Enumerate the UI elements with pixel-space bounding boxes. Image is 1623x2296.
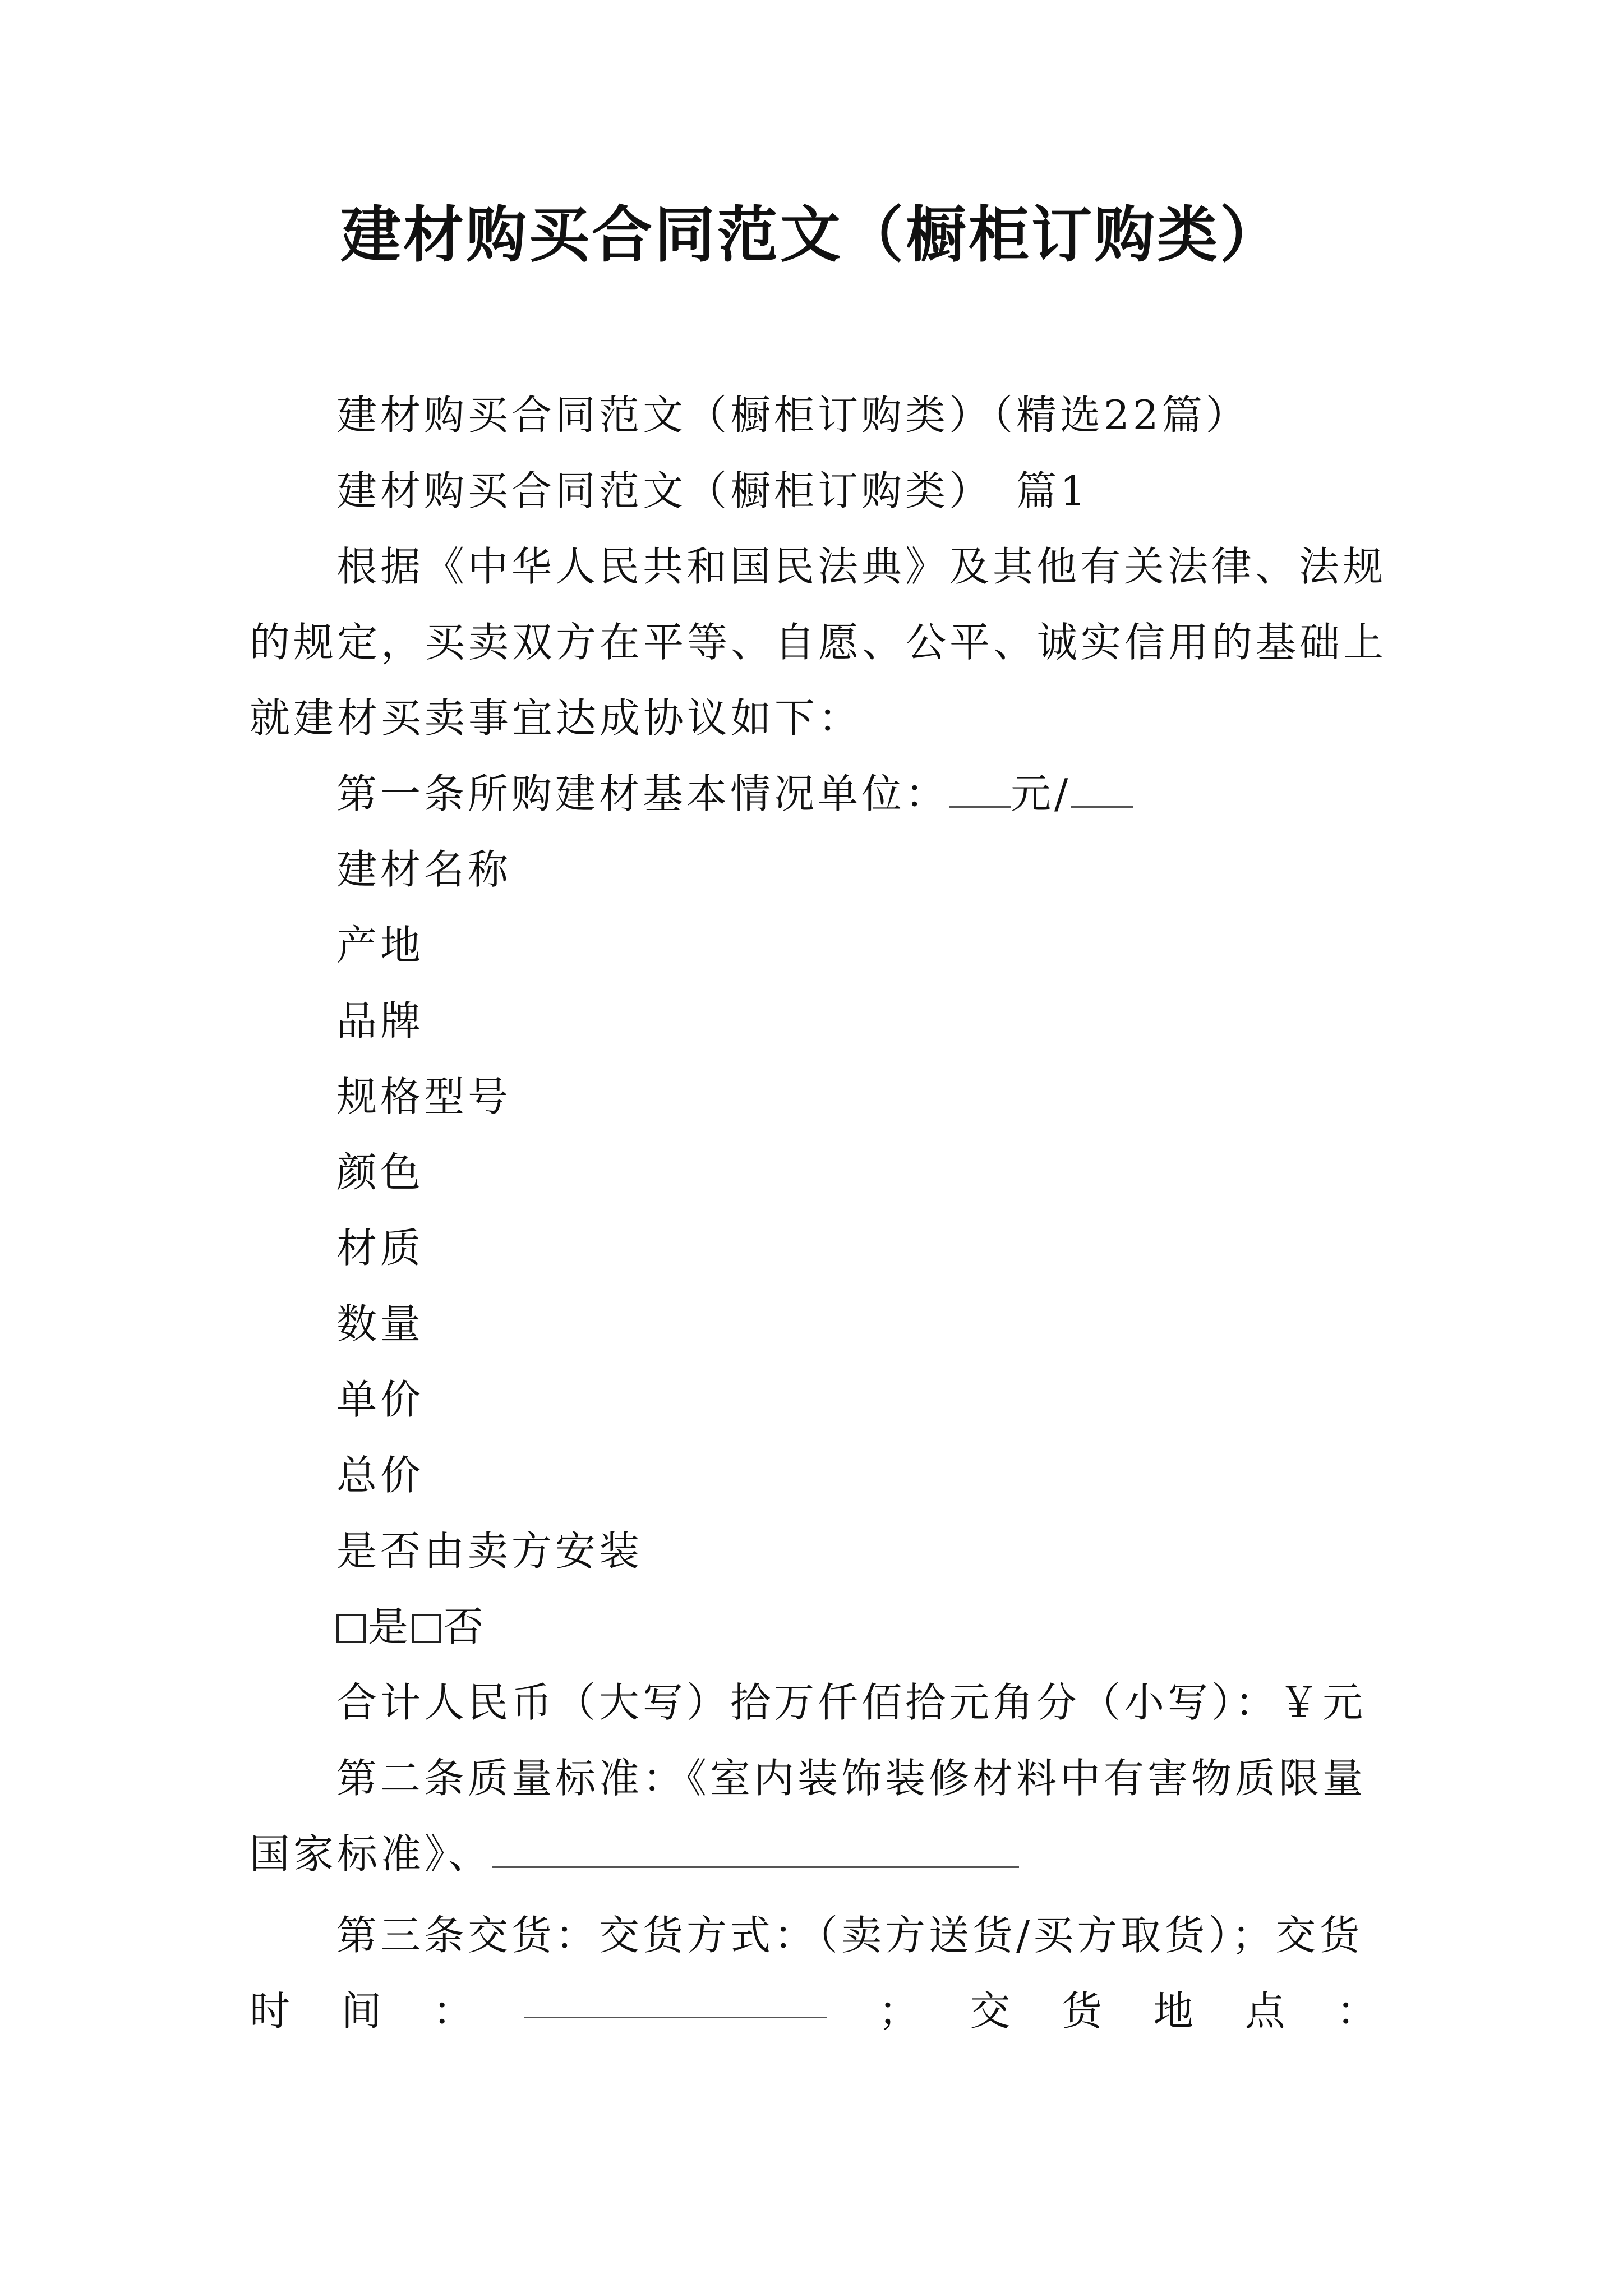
subtitle: 建材购买合同范文（橱柜订购类）（精选22篇） [336,392,1249,439]
intro-line-3: 就建材买卖事宜达成协议如下： [250,694,863,742]
article-3-line-2 [250,1983,1377,2039]
char: 时 [250,1987,291,2035]
checkbox-yes-icon[interactable] [336,1614,366,1643]
article-3-line-1: 第三条交货：交货方式：（卖方送货/买方取货）；交货 [336,1912,1363,1959]
char: 地 [1153,1987,1194,2035]
intro-line-2: 的规定，买卖双方在平等、自愿、公平、诚实信用的基础上 [250,619,1387,666]
blank-field [524,1983,827,2018]
checkbox-no-icon[interactable] [412,1614,441,1643]
field-install: 是否由卖方安装 [336,1527,643,1575]
char: 点 [1244,1987,1285,2035]
char: 交 [970,1987,1011,2035]
char: ： [432,1987,473,2035]
field-quantity: 数量 [336,1300,425,1347]
blank-field [949,772,1011,808]
field-brand: 品牌 [336,997,425,1045]
field-spec: 规格型号 [336,1073,512,1120]
field-total-price: 总价 [336,1452,425,1499]
option-no-label: 否 [443,1603,487,1650]
field-unit-price: 单价 [336,1376,425,1423]
char: 货 [1061,1987,1102,2035]
article-1-label: 第一条所购建材基本情况单位： [336,770,949,817]
chapter-heading: 建材购买合同范文（橱柜订购类） 篇1 [336,467,1089,514]
char: ： [1336,1987,1377,2035]
article-1 [336,766,1133,822]
blank-field [1071,772,1133,808]
article-2-text: 国家标准》、 [250,1830,492,1878]
install-options [336,1599,487,1655]
unit-label: 元/ [1011,770,1072,817]
document-title: 建材购买合同范文（橱柜订购类） [340,200,1283,270]
option-yes-label: 是 [368,1603,412,1650]
field-color: 颜色 [336,1149,425,1196]
char: 间 [341,1987,382,2035]
field-name: 建材名称 [336,846,512,893]
blank-field [492,1833,1019,1868]
field-origin: 产地 [336,922,425,969]
article-2-line-1: 第二条质量标准：《室内装饰装修材料中有害物质限量 [336,1755,1367,1802]
intro-line-1: 根据《中华人民共和国民法典》及其他有关法律、法规 [336,543,1387,590]
article-2-line-2 [250,1826,1019,1882]
char: ； [878,1987,919,2035]
field-material: 材质 [336,1225,425,1272]
total-amount-line: 合计人民币（大写）拾万仟佰拾元角分（小写）：￥元 [336,1679,1367,1726]
